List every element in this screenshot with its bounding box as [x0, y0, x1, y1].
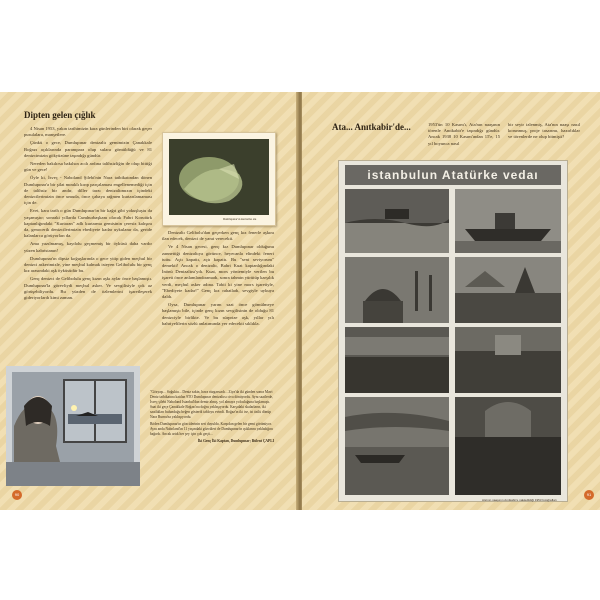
collage-photo-procession — [345, 327, 449, 393]
quote-text: "Gözyaşı... Soğuktu... Deniz sakin, hava rüzgarsızdı... Ziya'da iki günden sonra Mavi Deniz tatbikatına katılan 9TO Dumlupınar denizaltısı civa dönüyordu. Aynı saatlerde, İsveç şilebi Naboland Istanbul'dan demir almış, yol almaya yolculuğuna başlamıştı. Saat iki geçe Çanakkale Boğazı'na doğru yaklaşıyordu. Karşıdaki skalarların, iki saatlıkları bulunduğu beğen gösterdi tabloyu evindi. Boğaz'ın iki ise, ist üstlü dönüp Nara Burnu'na yaklaşıyordu. — [150, 390, 274, 419]
paragraph: Çünkü o gece, Dumlupınar denizaltı gemimizin Çanakkale Boğazı açıklarında parampara olup sulara gömüldüğü ve 81 denizcimizin gökyüzüne taşındığı gündür. — [24, 140, 152, 158]
intro-column-2: bir seyir izlenmiş, Ata'nın naaşı nasıl korunmuş, proje tasarımı, hazırlıklar ve törenlerde ne olup bitmişti? — [508, 122, 580, 140]
page-number: 90 — [12, 490, 22, 500]
collage-photo-soldiers — [455, 327, 561, 393]
intro-column-1: 1953'ün 10 Kasım'ı, Ata'nın naaşının törenle Anıtkabir'e taşındığı gündür. Ancak 1938 10 Kasım'ından 15'e, 15 yıl boyunca nasıl — [428, 122, 500, 146]
collage-banner: istanbulun Atatürke vedaı — [345, 165, 561, 185]
collage-photo-crowd-square — [455, 257, 561, 323]
paragraph: 4 Nisan 1953, yakın tarihimizin kara günlerinden biri olarak geçer pusulalara, manşetlere. — [24, 126, 152, 138]
paragraph: Ama yazılmamış, kaydolu geçmemiş bir öyküsü daha vardır yüzen kabristanın! — [24, 241, 152, 253]
left-page — [0, 92, 298, 510]
quote-text: Böden Dumlupınar'ın gözcülerinin seri duyuldu. Karşıdan gelen bir gemi görünüyor. Aynı anda Naboland'ın 11 yaşındaki gözcüleri de Dumlupınar'ın ışıklarını yakladığını bağırdı. Ancak artık her şey için çok geçti... — [150, 422, 273, 436]
paragraph: Nereden bakılırsa bakılsın acılı ardına talihsizliğin de olup bittiği gün ve gece! — [24, 161, 152, 173]
paragraph: Denizaltı Gelibolu'dan geçerken genç kız fenerle aşkını ilan edecek, denizci de yanıt verecekti. — [162, 230, 274, 242]
collage-photo-boats — [345, 397, 449, 495]
photo-caption: Dumlupınar'ın kurtarma anı — [223, 217, 257, 221]
newspaper-collage — [338, 160, 568, 502]
right-page — [302, 92, 600, 510]
paragraph: Öyle ki, İsveç - Naboland Şilebi'nin Nara tatbikatından dönen Dumlupınar'a bir şilat mınıklı kırıp parçalaması engellenemediği için de talihsiz bir andır, diller tarzı denizaltımızın içindeki denizcilerimizin önce umuda, önce çabaya rağmen kurtarılamaması için de. — [24, 175, 152, 206]
shipwreck-photo — [169, 139, 269, 215]
collage-photo-ship — [455, 189, 561, 253]
paragraph: Genç denizci de Gelibolulu genç kızın aşkı aylar önce başlamıştı. Dumlupınar'la görevliydi meçhul asker. Ve sevgilisiyle çok az görüşebiliyordu. Bu yüzden de özlemlerini işaretleşerek gideriyorlardı kimi zaman. — [24, 276, 152, 301]
quote-signature: İki Genç İki Kaptan, Dumlupınar; Bülent ÇAPLI — [197, 439, 274, 443]
paragraph: Evet, kara tarih o gün Dumlupınar'ın bir kağıt gibi yokuşluştu da yaşamıştır; sonraki yıllarda Cumhurbaşkanı olacak Fahri Korutürk kaptanlığındaki "Kurtaran" adlı kurtarma gemisinin çeresiz kalışını da, genocerik denizcilerimizin ebediyete kadar uykulanır da, geride kalanlarca görüyorları da. — [24, 208, 152, 239]
paragraph: Ve 4 Nisan gecesi, genç kız Dumlupınar olduğunu zannettiği denizaltıya görünce, heyecanla elindeki feneri tuttu. Açtı kapattı, açtı kapattı. Bu "seni seviyorum" demekti! Ancak o denizaltı, Bahri Kuat kaptanlığındaki İnönü Denizaltısı'ydı. Kuat, mors yöntemiyle verilen bu işareti önce anlamlandıramadı, sonra tahmin yürütüp karşılık verdi, meçhul asker adına. Tabii ki yine mors işaretiyle, "Ebediyete kadar!" Genç kız rahatladı, sevgiyle uykuya daldı. — [162, 244, 274, 300]
page-title: Ata... Anıtkabir'de... — [332, 122, 411, 132]
collage-photo-mourners — [455, 397, 561, 495]
illustration-girl-with-lantern — [6, 366, 140, 486]
article-column-1 — [24, 126, 152, 376]
collage-photo-harbor — [345, 189, 449, 253]
article-column-2 — [162, 230, 274, 360]
page-number: 91 — [584, 490, 594, 500]
paragraph: Oysa, Dumlupınar yarım saat önce gömülmeye başlamıştı bile, içinde genç kızın sevgilisinin de olduğu 81 denizciyle birlikte. Ve bu sürprize aşk, yıllar yılı bahriyelilerin sözlü anlatımında yer edecekti sıklıkla. — [162, 302, 274, 326]
collage-footnote: Ata'nın naaşının Anıtkabir'e nakledildiği 1953 fotoğrafları — [482, 498, 557, 502]
page-title: Dipten gelen çığlık — [24, 110, 96, 120]
collage-photo-mosque — [345, 257, 449, 323]
photo-frame — [162, 132, 276, 226]
quote-box — [150, 390, 274, 470]
paragraph: Dumlupınar'ın dipsiz koğuşlarında o gece yitip giden meçhul bir denizci askerimizle, yine meçhul kalmak isteyen Gelibolulu bir genç kız arasındaki aşk öyküsüdür bu. — [24, 255, 152, 274]
magazine-spread — [0, 92, 600, 510]
